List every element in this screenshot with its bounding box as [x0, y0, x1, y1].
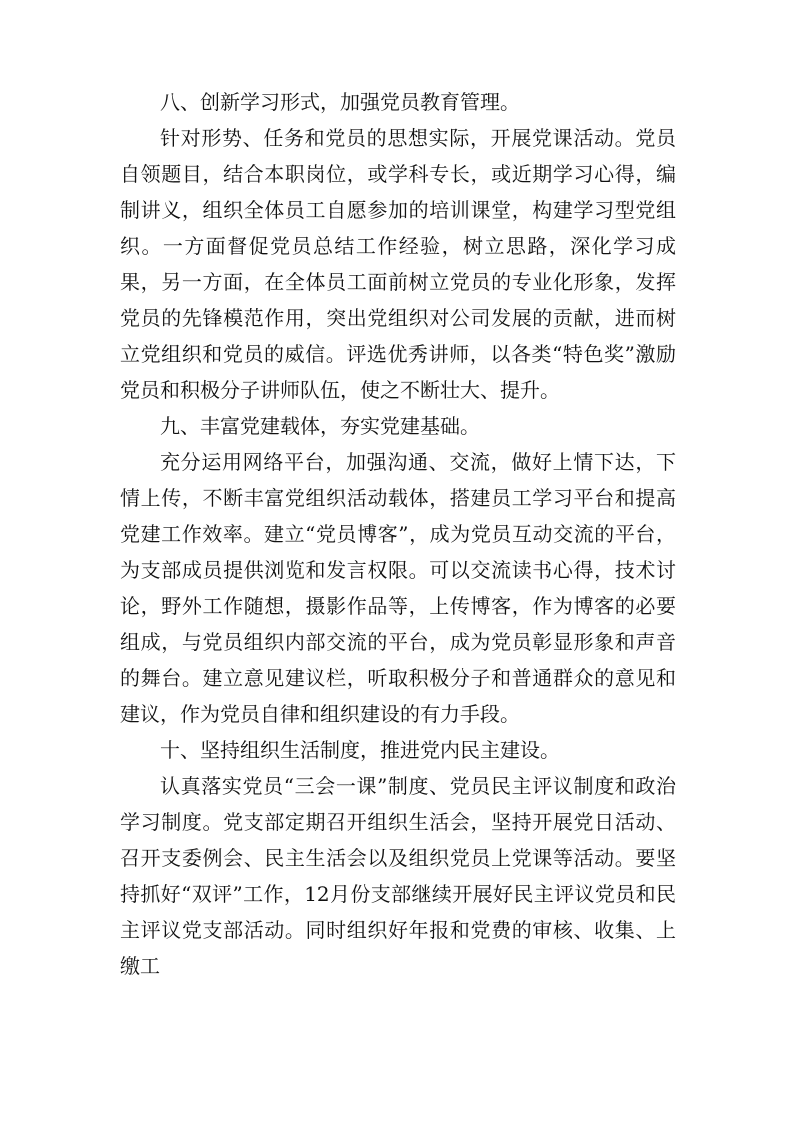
section-heading-8: 八、创新学习形式，加强党员教育管理。 — [160, 90, 520, 114]
document-body — [120, 84, 676, 984]
paragraph-organization-life: 认真落实党员“三会一课”制度、党员民主评议制度和政治学习制度。党支部定期召开组织生活会，坚持开展党日活动、召开支委例会、民主生活会以及组织党员上党课等活动。要坚持抓好“双评”工作，12月份支部继续开展好民主评议党员和民主评议党支部活动。同时组织好年报和党费的审核、收集、上缴工 — [120, 774, 676, 978]
paragraph-network-platform: 充分运用网络平台，加强沟通、交流，做好上情下达，下情上传，不断丰富党组织活动载体，搭建员工学习平台和提高党建工作效率。建立“党员博客”，成为党员互动交流的平台，为支部成员提供浏览和发言权限。可以交流读书心得，技术讨论，野外工作随想，摄影作品等，上传博客，作为博客的必要组成，与党员组织内部交流的平台，成为党员彰显形象和声音的舞台。建立意见建议栏，听取积极分子和普通群众的意见和建议，作为党员自律和组织建设的有力手段。 — [120, 450, 676, 726]
paragraph-party-lecture: 针对形势、任务和党员的思想实际，开展党课活动。党员自领题目，结合本职岗位，或学科专长，或近期学习心得，编制讲义，组织全体员工自愿参加的培训课堂，构建学习型党组织。一方面督促党员总结工作经验，树立思路，深化学习成果，另一方面，在全体员工面前树立党员的专业化形象，发挥党员的先锋模范作用，突出党组织对公司发展的贡献，进而树立党组织和党员的威信。评选优秀讲师，以各类“特色奖”激励党员和积极分子讲师队伍，使之不断壮大、提升。 — [120, 126, 676, 402]
section-heading-9: 九、丰富党建载体，夯实党建基础。 — [160, 414, 480, 438]
section-heading-10: 十、坚持组织生活制度，推进党内民主建设。 — [160, 738, 560, 762]
